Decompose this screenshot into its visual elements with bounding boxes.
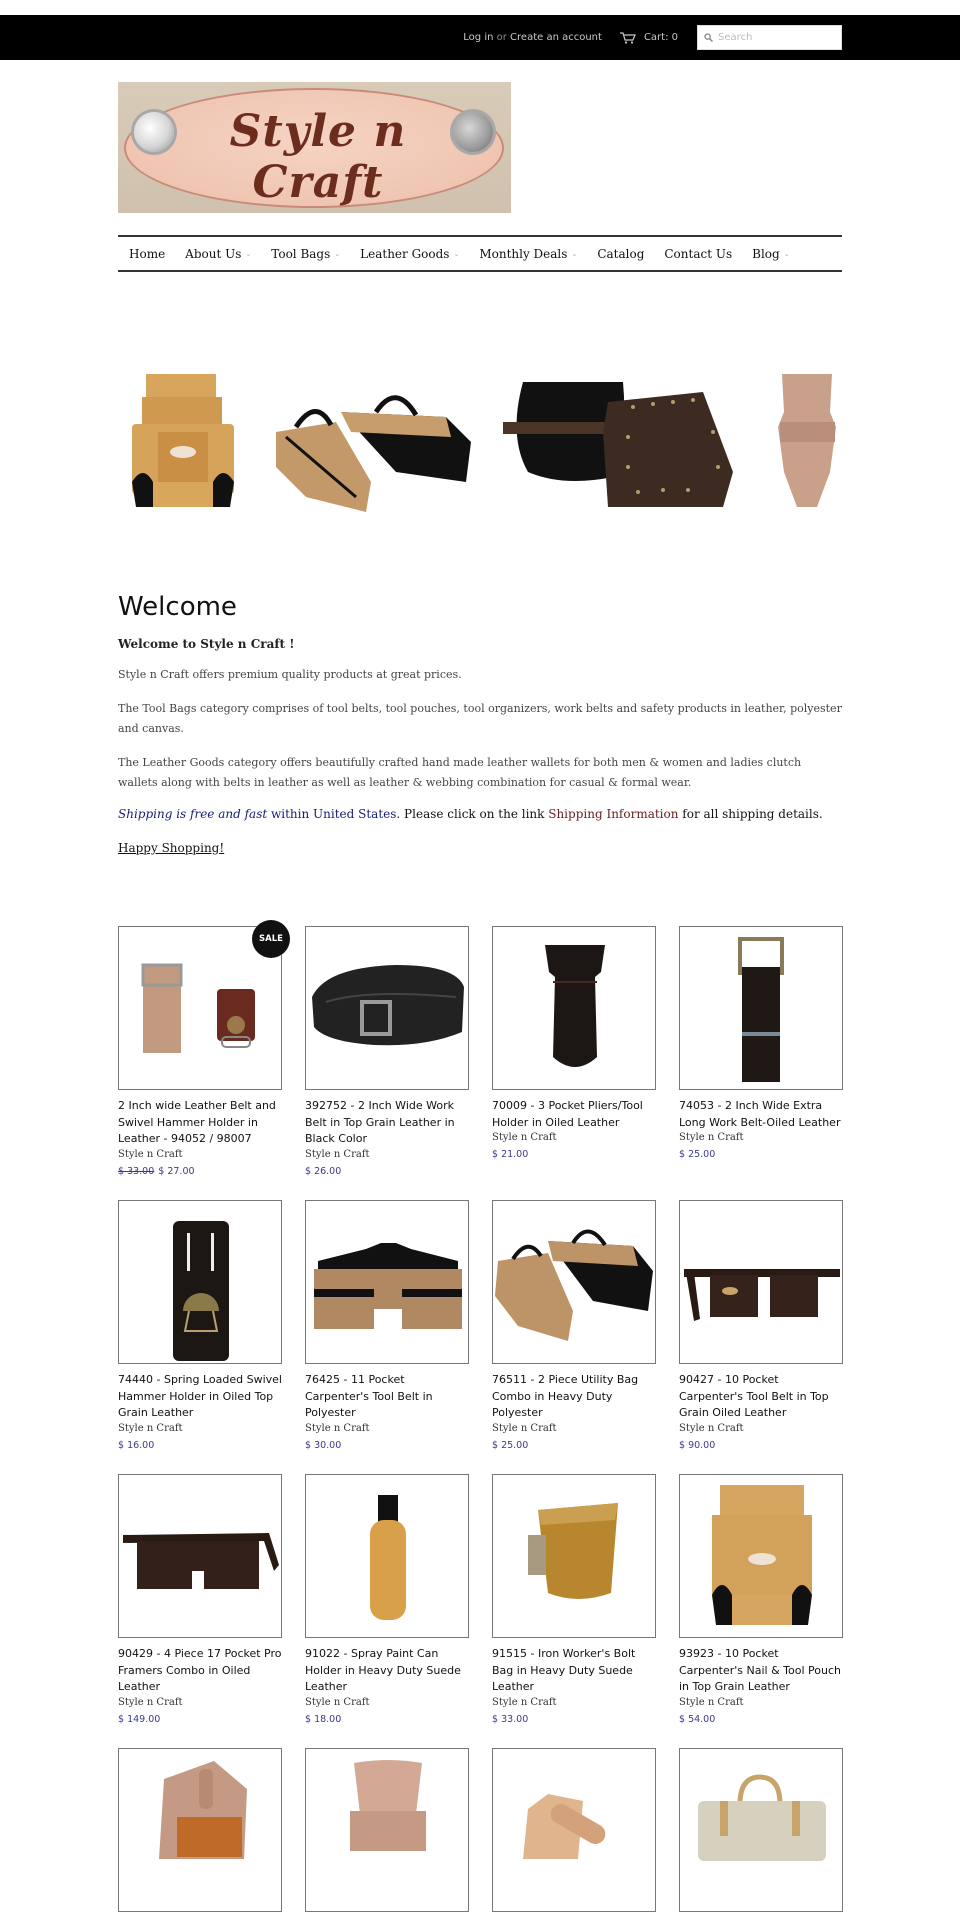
nav-label: About Us (185, 246, 242, 261)
knee-pads-image (503, 377, 743, 512)
product-vendor: Style n Craft (492, 1132, 557, 1143)
product-card[interactable] (305, 1748, 469, 1848)
product-price: $ 21.00 (492, 1149, 529, 1160)
product-card[interactable] (305, 1474, 469, 1748)
product-price: $ 26.00 (305, 1165, 342, 1177)
chevron-down-icon: ⌄ (571, 249, 578, 258)
product-image[interactable] (679, 1200, 843, 1364)
product-grid (118, 926, 842, 1848)
chevron-down-icon: ⌄ (453, 249, 460, 258)
product-image[interactable] (118, 1474, 282, 1638)
cart-count: Cart: 0 (643, 32, 678, 43)
product-image[interactable] (492, 926, 656, 1090)
product-card[interactable] (492, 1200, 656, 1474)
product-vendor: Style n Craft (118, 1148, 183, 1160)
product-price: $ 18.00 (305, 1713, 342, 1725)
product-title[interactable]: 74053 - 2 Inch Wide Extra Long Work Belt-Oiled Leather (679, 1099, 841, 1129)
tool-pouch-image (128, 372, 238, 512)
cart-link[interactable] (620, 32, 678, 44)
product-card[interactable] (492, 1474, 656, 1748)
welcome-paragraph-3: The Leather Goods category offers beautifully crafted hand made leather wallets for both men & women and ladies clutch wallets along with belts in leather as well as leather & webbing combination for casual & formal wear. (118, 756, 802, 789)
site-logo[interactable] (118, 82, 511, 213)
product-price: $ 16.00 (118, 1439, 155, 1451)
nav-label: Tool Bags (271, 246, 331, 261)
nav-label: Monthly Deals (479, 246, 568, 261)
chevron-down-icon: ⌄ (783, 249, 790, 258)
product-card[interactable] (492, 1748, 656, 1848)
shipping-mid-text: . Please click on the link (396, 807, 549, 821)
product-vendor: Style n Craft (679, 1132, 744, 1143)
oiled-leather-tool-belt-image (680, 1201, 843, 1364)
product-vendor: Style n Craft (492, 1422, 557, 1434)
leather-holster-image (119, 1749, 282, 1912)
nav-item-blog[interactable] (752, 247, 789, 261)
nav-label: Home (129, 246, 166, 261)
product-card[interactable] (118, 1474, 282, 1748)
nav-item-leather-goods[interactable] (360, 247, 459, 261)
nav-item-about-us[interactable] (185, 247, 251, 261)
product-vendor: Style n Craft (305, 1148, 370, 1160)
create-account-link[interactable]: Create an account (510, 32, 602, 43)
welcome-paragraph-2: The Tool Bags category comprises of tool belts, tool pouches, tool organizers, work belts and safety products in leather, polyester and canvas. (118, 702, 842, 735)
product-image[interactable] (305, 1474, 469, 1638)
product-title[interactable]: 392752 - 2 Inch Wide Work Belt in Top Grain Leather in Black Color (305, 1099, 455, 1145)
product-image[interactable] (679, 1474, 843, 1638)
chevron-down-icon: ⌄ (334, 249, 341, 258)
shipping-information-link[interactable]: Shipping Information (548, 807, 679, 821)
or-text: or (496, 32, 507, 43)
product-card[interactable] (679, 1474, 843, 1748)
search-icon (704, 33, 713, 42)
sale-badge: SALE (252, 920, 290, 958)
black-belt-image (306, 927, 469, 1090)
product-price (118, 1166, 282, 1177)
product-image[interactable] (492, 1748, 656, 1912)
product-card[interactable] (118, 1748, 282, 1848)
product-image[interactable] (118, 1200, 282, 1364)
product-image[interactable] (492, 1474, 656, 1638)
nav-label: Catalog (597, 246, 645, 261)
product-price: $ 25.00 (492, 1439, 529, 1451)
leather-sheath-image (493, 1749, 656, 1912)
product-title[interactable]: 91022 - Spray Paint Can Holder in Heavy Duty Suede Leather (305, 1647, 461, 1693)
shipping-end-text: for all shipping details. (678, 807, 823, 821)
product-price: $ 54.00 (679, 1713, 716, 1725)
framers-combo-image (119, 1475, 282, 1638)
product-card[interactable] (118, 926, 282, 1200)
product-title[interactable]: 70009 - 3 Pocket Pliers/Tool Holder in Oiled Leather (492, 1099, 643, 1129)
nav-label: Blog (752, 246, 780, 261)
nav-item-home[interactable] (129, 247, 165, 261)
leather-pouch-image (306, 1749, 469, 1912)
welcome-paragraph-1: Style n Craft offers premium quality products at great prices. (118, 668, 462, 681)
product-vendor: Style n Craft (305, 1422, 370, 1434)
product-image[interactable] (679, 1748, 843, 1912)
login-link[interactable]: Log in (463, 32, 494, 43)
search-box[interactable] (697, 25, 842, 50)
nav-label: Leather Goods (360, 246, 450, 261)
nav-label: Contact Us (664, 246, 733, 261)
product-price: $ 90.00 (679, 1439, 716, 1451)
nav-item-contact-us[interactable] (664, 247, 732, 261)
product-price: $ 25.00 (679, 1149, 716, 1160)
product-image[interactable] (305, 1200, 469, 1364)
product-card[interactable] (492, 926, 656, 1200)
product-title[interactable]: 93923 - 10 Pocket Carpenter's Nail & Tool Pouch in Top Grain Leather (679, 1647, 841, 1693)
product-card[interactable] (118, 1200, 282, 1474)
leather-holster-image (772, 372, 842, 512)
product-price: $ 30.00 (305, 1439, 342, 1451)
spray-can-holder-image (306, 1475, 469, 1638)
search-input[interactable] (718, 32, 838, 43)
extra-long-belt-image (680, 927, 843, 1090)
cart-icon (620, 32, 636, 44)
product-price: $ 149.00 (118, 1713, 161, 1725)
top-bar (0, 15, 960, 60)
happy-shopping-text: Happy Shopping! (118, 841, 225, 855)
main-nav (118, 235, 842, 272)
compare-at-price: $ 33.00 (118, 1165, 155, 1177)
sale-price: $ 27.00 (158, 1165, 195, 1177)
product-image[interactable] (305, 926, 469, 1090)
product-image[interactable] (118, 1748, 282, 1912)
nav-item-monthly-deals[interactable] (479, 247, 577, 261)
product-card[interactable] (679, 1200, 843, 1474)
nav-item-catalog[interactable] (597, 247, 644, 261)
pliers-holder-image (493, 927, 656, 1090)
product-title[interactable]: 90427 - 10 Pocket Carpenter's Tool Belt in Top Grain Oiled Leather (679, 1373, 829, 1419)
product-image[interactable] (679, 926, 843, 1090)
product-title[interactable]: 74440 - Spring Loaded Swivel Hammer Holder in Oiled Top Grain Leather (118, 1373, 282, 1419)
utility-bag-combo-image (493, 1201, 656, 1364)
shipping-region-text: within United States (267, 807, 397, 821)
product-title[interactable]: 2 Inch wide Leather Belt and Swivel Hammer Holder in Leather - 94052 / 98007 (118, 1099, 276, 1145)
product-vendor: Style n Craft (492, 1696, 557, 1708)
polyester-tool-belt-image (306, 1201, 469, 1364)
product-title[interactable]: 76511 - 2 Piece Utility Bag Combo in Heavy Duty Polyester (492, 1373, 639, 1419)
product-card[interactable] (679, 1748, 843, 1848)
shipping-note (118, 807, 842, 821)
hammer-holder-image (119, 1201, 282, 1364)
welcome-heading: Welcome (118, 592, 237, 622)
account-links (463, 32, 602, 43)
nav-item-tool-bags[interactable] (271, 247, 340, 261)
product-vendor: Style n Craft (679, 1422, 744, 1434)
main-container (118, 82, 842, 1848)
product-card[interactable] (305, 1200, 469, 1474)
product-title[interactable]: 91515 - Iron Worker's Bolt Bag in Heavy Duty Suede Leather (492, 1647, 636, 1693)
product-title[interactable]: 76425 - 11 Pocket Carpenter's Tool Belt in Polyester (305, 1373, 433, 1419)
welcome-section (118, 592, 842, 856)
product-vendor: Style n Craft (118, 1422, 183, 1434)
product-vendor: Style n Craft (679, 1696, 744, 1708)
product-card[interactable] (305, 926, 469, 1200)
canvas-tool-bag-image (680, 1749, 843, 1912)
logo-rivet-left (134, 112, 174, 152)
utility-bag-combo-image (276, 377, 471, 512)
bolt-bag-image (493, 1475, 656, 1638)
product-image[interactable] (305, 1748, 469, 1912)
hero-slideshow[interactable] (118, 367, 842, 517)
chevron-down-icon: ⌄ (245, 249, 252, 258)
product-image[interactable] (492, 1200, 656, 1364)
welcome-lead: Welcome to Style n Craft ! (118, 637, 295, 651)
product-title[interactable]: 90429 - 4 Piece 17 Pocket Pro Framers Combo in Oiled Leather (118, 1647, 282, 1693)
product-price: $ 33.00 (492, 1713, 529, 1725)
shipping-free-text: Shipping is free and fast (118, 807, 268, 821)
product-vendor: Style n Craft (118, 1696, 183, 1708)
product-card[interactable] (679, 926, 843, 1200)
logo-text: Style n Craft (229, 106, 407, 208)
product-vendor: Style n Craft (305, 1696, 370, 1708)
top-strip (0, 0, 960, 15)
nail-tool-pouch-image (680, 1475, 843, 1638)
